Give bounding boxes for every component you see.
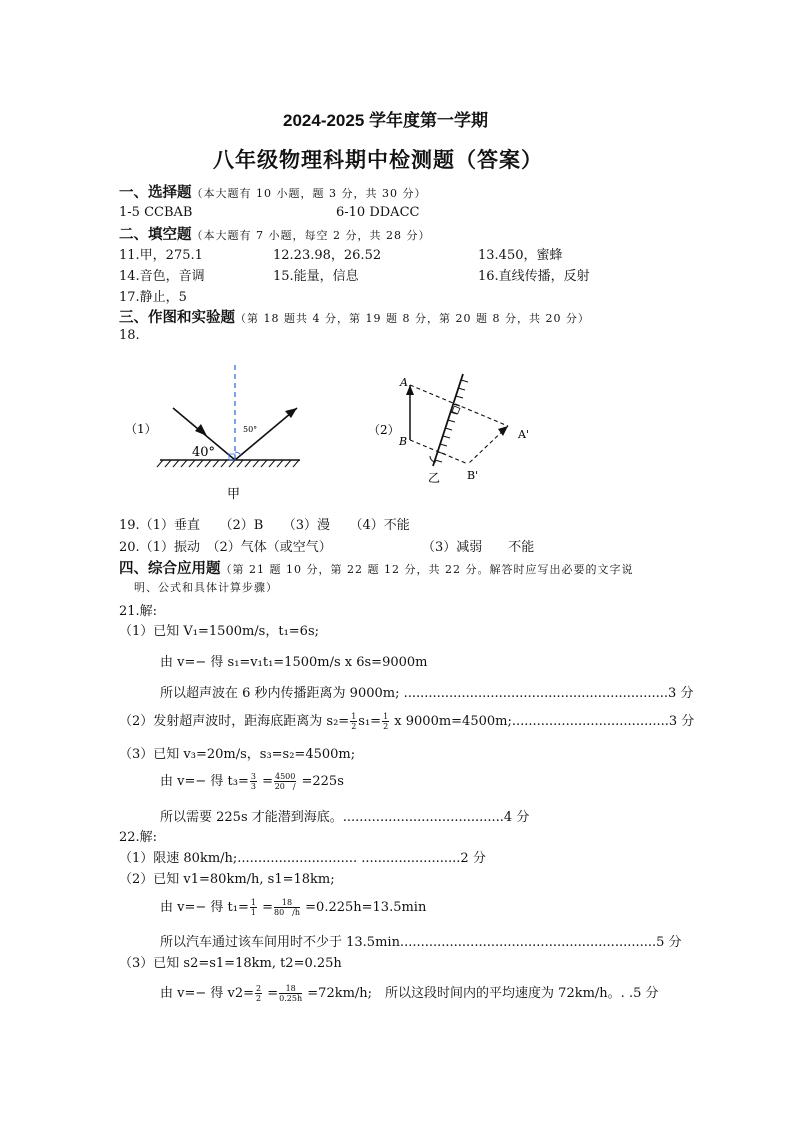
answer-1-5: 1-5 CCBAB — [119, 205, 193, 220]
answer-20-part2: （3）减弱 不能 — [422, 540, 535, 555]
figure-2-label: （2） — [368, 423, 400, 437]
answer-19: 19.（1）垂直 （2）B （3）漫 （4）不能 — [119, 518, 410, 533]
exam-title: 八年级物理科期中检测题（答案） — [213, 148, 543, 172]
q22-heading: 22.解: — [119, 830, 158, 845]
image-arrow-icon — [498, 426, 508, 436]
q21-line-3: 所以超声波在 6 秒内传播距离为 9000m; ................................................................3 分 — [160, 686, 694, 701]
fraction-18-80: $\frac{18}{80 /h}$ — [273, 898, 301, 917]
answer-13: 13.450，蜜蜂 — [478, 248, 563, 263]
point-B-label: B — [399, 435, 408, 448]
answer-14: 14.音色，音调 — [119, 269, 205, 284]
fraction-18-025: $\frac{18}{0.25h}$ — [279, 984, 303, 1003]
mirror-label: 乙 — [428, 471, 441, 485]
section-4-note-cont: 明、公式和具体计算步骤） — [134, 581, 278, 594]
fraction-s1-v1: $\frac{1}{1}$ — [250, 898, 256, 917]
exam-term: 2024-2025 学年度第一学期 — [283, 111, 489, 130]
q21-line-1: （1）已知 V₁=1500m/s，t₁=6s; — [119, 624, 320, 639]
point-Bprime-label: B' — [467, 469, 479, 482]
figure-1-caption: 甲 — [227, 487, 241, 502]
answer-6-10: 6-10 DDACC — [336, 205, 420, 220]
plane-mirror-diagram — [360, 368, 560, 488]
answer-17: 17.静止，5 — [119, 290, 187, 305]
plane-mirror-hatching — [435, 380, 468, 462]
answer-11: 11.甲，275.1 — [119, 248, 203, 263]
angle-arc — [235, 452, 241, 455]
q22-line-1: （1）限速 80km/h;............................. ........................2 分 — [119, 851, 486, 866]
q21-line-6: 由 v=− 得 t₃= $\frac{3}{3}$ = $\frac{4500}{20 /}$ =225s — [160, 772, 344, 791]
question-18-number: 18. — [119, 328, 140, 343]
q21-heading: 21.解: — [119, 604, 158, 619]
fraction-s3-v3: $\frac{3}{3}$ — [250, 772, 256, 791]
q21-line-5: （3）已知 v₃=20m/s，s₃=s₂=4500m; — [119, 747, 356, 762]
fraction-s2-t2: $\frac{2}{2}$ — [256, 984, 262, 1003]
q22-line-5: （3）已知 s2=s1=18km, t2=0.25h — [119, 956, 342, 971]
dashed-B-Bprime — [410, 440, 468, 464]
figure-1-label: （1） — [125, 422, 157, 436]
point-A-label: A — [400, 376, 408, 389]
q21-line-7: 所以需要 225s 才能潜到海底。.......................................4 分 — [160, 810, 530, 825]
fraction-one-half-2: $\frac{1}{2}$ — [383, 712, 389, 731]
section-1-heading: 一、选择题（本大题有 10 小题，题 3 分，共 30 分） — [119, 185, 427, 201]
answer-12: 12.23.98，26.52 — [273, 248, 382, 263]
section-2-heading: 二、填空题（本大题有 7 小题，每空 2 分，共 28 分） — [119, 227, 431, 243]
q22-line-6: 由 v=− 得 v2= $\frac{2}{2}$ = $\frac{18}{0.25h}$ =72km/h; 所以这段时间内的平均速度为 72km/h。. .5 分 — [160, 984, 659, 1003]
fraction-4500-20: $\frac{4500}{20 /}$ — [274, 772, 296, 791]
incident-angle-label: 40° — [192, 445, 216, 460]
q22-line-3: 由 v=− 得 t₁= $\frac{1}{1}$ = $\frac{18}{80 /h}$ =0.225h=13.5min — [160, 898, 427, 917]
q22-line-2: （2）已知 v1=80km/h, s1=18km; — [119, 872, 335, 887]
fraction-one-half: $\frac{1}{2}$ — [351, 712, 357, 731]
section-3-heading: 三、作图和实验题（第 18 题共 4 分，第 19 题 8 分，第 20 题 8 分，共 20 分） — [119, 310, 590, 326]
reflect-angle-label: 50° — [243, 425, 258, 434]
reflection-diagram — [115, 360, 315, 505]
q22-line-4: 所以汽车通过该车间用时不少于 13.5min..............................................................5 分 — [160, 935, 682, 950]
answer-15: 15.能量，信息 — [273, 269, 359, 284]
point-Aprime-label: A' — [518, 428, 529, 441]
incident-arrow-icon — [195, 424, 207, 436]
reflected-ray — [235, 408, 297, 460]
section-4-heading: 四、综合应用题（第 21 题 10 分，第 22 题 12 分，共 22 分。解答时应写出必要的文字说 — [119, 561, 634, 577]
answer-16: 16.直线传播，反射 — [478, 269, 590, 284]
q21-line-4: （2）发射超声波时，距海底距离为 s₂= $\frac{1}{2}$ s₁= $\frac{1}{2}$ x 9000m=4500m;......................................3 分 — [119, 712, 695, 731]
answer-20-part1: 20.（1）振动 （2）气体（或空气） — [119, 540, 332, 555]
mirror-hatching — [157, 460, 299, 467]
q21-line-2: 由 v=− 得 s₁=v₁t₁=1500m/s x 6s=9000m — [160, 655, 428, 670]
